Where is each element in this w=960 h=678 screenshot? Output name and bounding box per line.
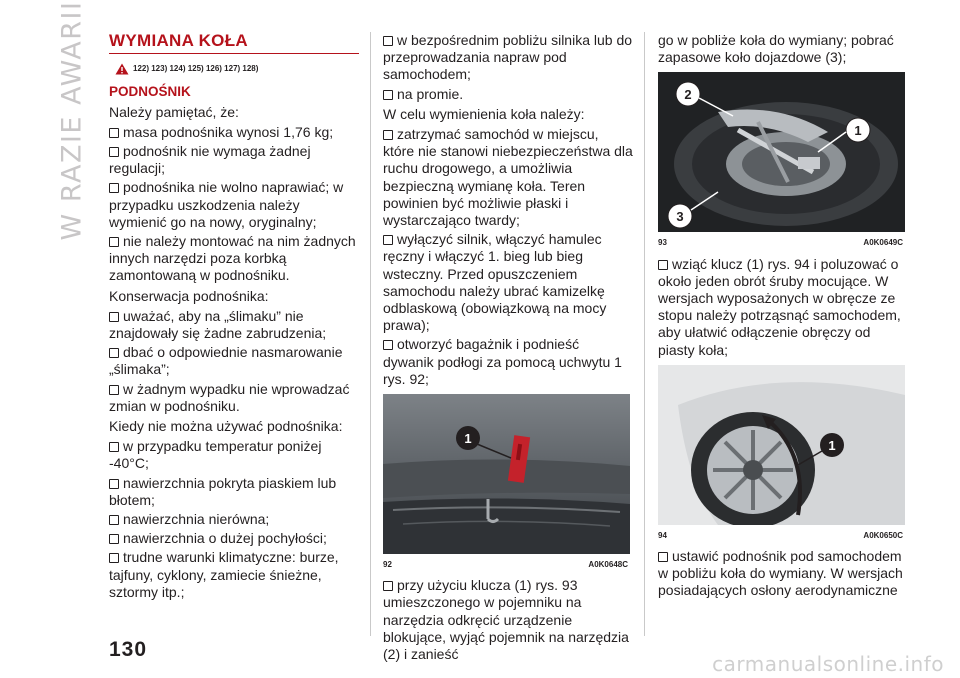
column-3 xyxy=(658,32,908,602)
list-item: zatrzymać samochód w miejscu, które nie stanowi niebezpieczeństwa dla ruchu drogowego, a umożliwia bezpieczną wymianę koła. Teren powinien być możliwie płaski i wystarczająco twardy; xyxy=(383,126,633,229)
callout-label: 1 xyxy=(828,437,836,453)
checkbox-bullet-icon xyxy=(109,348,119,358)
figure-caption xyxy=(658,525,905,544)
checkbox-bullet-icon xyxy=(109,312,119,322)
list-item: podnośnik nie wymaga żadnej regulacji; xyxy=(109,143,311,177)
callout-label: 2 xyxy=(684,87,692,103)
section-title: WYMIANA KOŁA xyxy=(109,32,359,54)
warning-triangle-icon xyxy=(115,63,129,75)
column-1 xyxy=(109,32,359,603)
checkbox-bullet-icon xyxy=(109,442,119,452)
checkbox-bullet-icon xyxy=(109,534,119,544)
figure-code: A0K0648C xyxy=(588,560,628,570)
list-item: wyłączyć silnik, włączyć hamulec ręczny i włączyć 1. bieg lub bieg wsteczny. Przed opuszczeniem samochodu należy ubrać kamizelkę odblaskową (obowiązkową na mocy prawa); xyxy=(383,231,607,334)
checkbox-bullet-icon xyxy=(383,130,393,140)
figure-number: 92 xyxy=(383,560,392,570)
list-item: nawierzchnia o dużej pochyłości; xyxy=(109,530,359,547)
paragraph-continuation: go w pobliże koła do wymiany; pobrać zapasowe koło dojazdowe (3); xyxy=(658,32,894,66)
paragraph: Kiedy nie można używać podnośnika: xyxy=(109,418,343,435)
checkbox-bullet-icon xyxy=(658,552,668,562)
list-item: wziąć klucz (1) rys. 94 i poluzować o około jeden obrót śruby mocujące. W wersjach wyposażonych w obręcze ze stopu należy potrząsnąć samochodem, aby ułatwić odłączenie obręczy od piasty koła; xyxy=(658,255,901,358)
column-divider xyxy=(370,32,371,636)
list-item: przy użyciu klucza (1) rys. 93 umieszczonego w pojemniku na narzędzia odkręcić urządzenie blokujące, wyjąć pojemnik na narzędzia (2) i zanieść xyxy=(383,577,629,663)
list-item: na promie. xyxy=(383,86,633,103)
checkbox-bullet-icon xyxy=(109,147,119,157)
checkbox-bullet-icon xyxy=(383,235,393,245)
spare-wheel-tools-image xyxy=(658,72,905,232)
figure-94 xyxy=(658,365,905,544)
list-item: w bezpośrednim pobliżu silnika lub do przeprowadzania napraw pod samochodem; xyxy=(383,32,633,83)
callout-label: 1 xyxy=(464,431,472,447)
paragraph: Konserwacja podnośnika: xyxy=(109,287,269,304)
figure-caption xyxy=(383,554,630,573)
list-item: uważać, aby na „ślimaku” nie znajdowały się żadne zabrudzenia; xyxy=(109,307,327,342)
page-number: 130 xyxy=(109,638,148,661)
checkbox-bullet-icon xyxy=(109,237,119,247)
figure-code: A0K0650C xyxy=(863,530,903,540)
list-item: podnośnika nie wolno naprawiać; w przypadku uszkodzenia należy wymienić go na nowy, oryginalny; xyxy=(109,179,344,230)
watermark: carmanualsonline.info xyxy=(712,652,944,676)
subsection-title: PODNOŚNIK xyxy=(109,84,191,100)
chapter-side-title xyxy=(52,0,92,240)
list-item: trudne warunki klimatyczne: burze, tajfuny, cyklony, zamiecie śnieżne, sztormy itp.; xyxy=(109,549,339,600)
list-item: w przypadku temperatur poniżej -40°C; xyxy=(109,438,322,472)
figure-number: 94 xyxy=(658,530,667,540)
list-item: nawierzchnia nierówna; xyxy=(109,511,359,528)
checkbox-bullet-icon xyxy=(109,553,119,563)
list-item: nawierzchnia pokryta piaskiem lub błotem; xyxy=(109,474,337,508)
figure-number: 93 xyxy=(658,238,667,248)
list-item: dbać o odpowiednie nasmarowanie „ślimaka”; xyxy=(109,344,343,378)
chapter-side-title-text: W RAZIE AWARII xyxy=(56,0,88,240)
checkbox-bullet-icon xyxy=(109,515,119,525)
checkbox-bullet-icon xyxy=(109,479,119,489)
checkbox-bullet-icon xyxy=(383,340,393,350)
list-item: nie należy montować na nim żadnych innych narzędzi poza korbką zamontowaną w podnośniku. xyxy=(109,233,356,284)
figure-93 xyxy=(658,72,905,251)
checkbox-bullet-icon xyxy=(658,260,668,270)
callout-label: 1 xyxy=(854,123,862,139)
checkbox-bullet-icon xyxy=(109,183,119,193)
warning-references: 122) 123) 124) 125) 126) 127) 128) xyxy=(115,60,359,77)
figure-code: A0K0649C xyxy=(863,238,903,248)
checkbox-bullet-icon xyxy=(109,128,119,138)
figure-92 xyxy=(383,394,630,573)
list-item: ustawić podnośnik pod samochodem w pobliżu koła do wymiany. W wersjach posiadających osłony aerodynamiczne xyxy=(658,548,903,599)
wheel-bolts-image xyxy=(658,365,905,525)
list-item: w żadnym wypadku nie wprowadzać zmian w podnośniku. xyxy=(109,380,350,414)
trunk-floor-image xyxy=(383,394,630,554)
list-item: otworzyć bagażnik i podnieść dywanik podłogi za pomocą uchwytu 1 rys. 92; xyxy=(383,336,622,387)
column-2 xyxy=(383,32,633,665)
paragraph: Należy pamiętać, że: xyxy=(109,103,239,120)
checkbox-bullet-icon xyxy=(383,90,393,100)
callout-label: 3 xyxy=(676,209,684,225)
figure-caption xyxy=(658,232,905,251)
list-item: masa podnośnika wynosi 1,76 kg; xyxy=(109,124,359,141)
paragraph: W celu wymienienia koła należy: xyxy=(383,105,585,122)
checkbox-bullet-icon xyxy=(383,36,393,46)
checkbox-bullet-icon xyxy=(109,385,119,395)
column-divider xyxy=(644,32,645,636)
checkbox-bullet-icon xyxy=(383,581,393,591)
